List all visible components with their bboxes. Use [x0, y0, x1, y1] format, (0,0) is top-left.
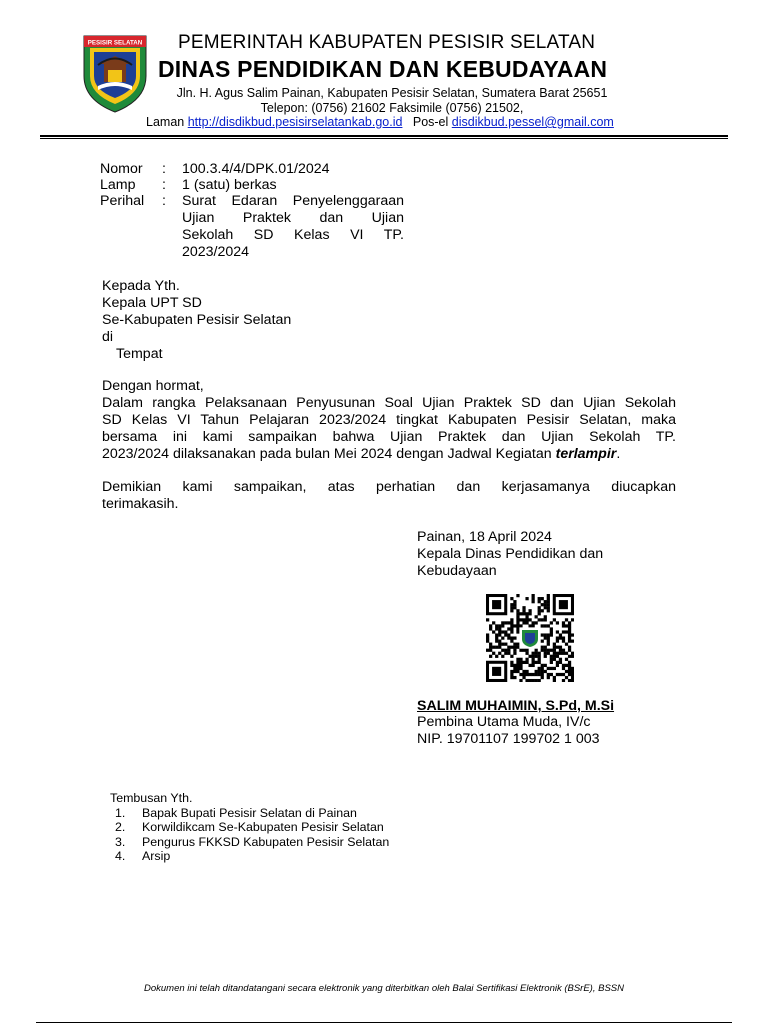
body-text: 2023/2024 dilaksanakan pada bulan Mei 2024 dengan Jadwal Kegiatan — [102, 446, 552, 462]
closing-line: Demikian kami sampaikan, atas perhatian dan kerjasamanya diucapkan — [102, 479, 676, 495]
cc-item — [110, 835, 389, 850]
body-line: Dalam rangka Pelaksanaan Penyusunan Soal Ujian Praktek SD dan Ujian Sekolah — [102, 395, 676, 411]
esign-footer: Dokumen ini telah ditandatangani secara elektronik yang diterbitkan oleh Balai Sertifikasi Elektronik (BSrE), BSSN — [144, 983, 624, 994]
cc-number: 3. — [115, 834, 126, 849]
footer-rule — [36, 1022, 732, 1023]
recipient-line: Kepala UPT SD — [102, 295, 202, 311]
cc-number: 2. — [115, 820, 126, 834]
body-period: . — [616, 446, 621, 462]
cc-text: Pengurus FKKSD Kabupaten Pesisir Selatan — [142, 834, 390, 849]
greeting: Dengan hormat, — [102, 378, 204, 394]
recipient-block — [102, 278, 291, 363]
closing-line: terimakasih. — [102, 496, 179, 512]
header-rule-thin — [40, 138, 728, 139]
cc-number: 1. — [115, 805, 126, 820]
government-name: PEMERINTAH KABUPATEN PESISIR SELATAN — [178, 32, 596, 53]
website-label: Laman — [146, 115, 185, 129]
perihal-label: Perihal — [100, 193, 145, 209]
emphasis-terlampir: terlampir — [555, 446, 617, 462]
cc-text: Arsip — [142, 849, 171, 863]
nomor-label: Nomor — [100, 161, 143, 177]
cc-text: Korwildikcam Se-Kabupaten Pesisir Selatan — [142, 820, 384, 834]
perihal-value — [182, 193, 404, 261]
email-label: Pos-el — [412, 115, 449, 129]
cc-number: 4. — [115, 849, 126, 863]
address: Jln. H. Agus Salim Painan, Kabupaten Pesisir Selatan, Sumatera Barat 25651 — [176, 86, 608, 100]
phone-fax: Telepon: (0756) 21602 Faksimile (0756) 21502, — [260, 101, 524, 115]
perihal-line: Surat Edaran Penyelenggaraan — [182, 193, 404, 209]
signer-nip: NIP. 19701107 199702 1 003 — [417, 731, 600, 747]
web-contact — [146, 115, 614, 129]
place-date: Painan, 18 April 2024 — [417, 529, 552, 545]
body-line — [102, 446, 676, 463]
cc-item — [110, 806, 389, 821]
closing-paragraph — [102, 479, 676, 513]
email-link[interactable]: disdikbud.pessel@gmail.com — [451, 115, 614, 129]
recipient-line: Kepada Yth. — [102, 278, 180, 294]
carbon-copy — [110, 791, 389, 864]
signer-name: SALIM MUHAIMIN, S.Pd, M.Si — [417, 698, 615, 714]
cc-item — [110, 820, 389, 835]
lamp-value: 1 (satu) berkas — [182, 177, 277, 193]
header-rule-thick — [40, 135, 728, 137]
letter-body — [102, 378, 676, 463]
department-name: DINAS PENDIDIKAN DAN KEBUDAYAAN — [158, 56, 608, 82]
body-line: SD Kelas VI Tahun Pelajaran 2023/2024 tingkat Kabupaten Pesisir Selatan, maka — [102, 412, 676, 428]
emblem-text: PESISIR SELATAN — [87, 39, 143, 47]
body-line: bersama ini kami sampaikan bahwa Ujian Praktek dan Ujian Sekolah TP. — [102, 429, 676, 445]
position: Kebudayaan — [417, 563, 497, 579]
nomor-colon: : — [162, 161, 166, 177]
perihal-line: 2023/2024 — [182, 244, 250, 260]
perihal-line: Ujian Praktek dan Ujian — [182, 210, 404, 226]
lamp-label: Lamp — [100, 177, 136, 193]
position: Kepala Dinas Pendidikan dan — [417, 546, 604, 562]
perihal-colon: : — [162, 193, 166, 209]
recipient-line: Se-Kabupaten Pesisir Selatan — [102, 312, 292, 328]
recipient-line: Tempat — [116, 346, 163, 362]
perihal-line: Sekolah SD Kelas VI TP. — [182, 227, 404, 243]
lamp-colon: : — [162, 177, 166, 193]
signer-rank: Pembina Utama Muda, IV/c — [417, 714, 591, 730]
recipient-line: di — [102, 329, 114, 345]
signature-qr-code — [486, 594, 574, 682]
signature-block — [417, 529, 657, 580]
website-link[interactable]: http://disdikbud.pesisirselatankab.go.id — [187, 115, 403, 129]
nomor-value: 100.3.4/4/DPK.01/2024 — [182, 161, 330, 177]
cc-item — [110, 849, 389, 864]
cc-title: Tembusan Yth. — [110, 791, 193, 805]
cc-text: Bapak Bupati Pesisir Selatan di Painan — [142, 805, 357, 820]
